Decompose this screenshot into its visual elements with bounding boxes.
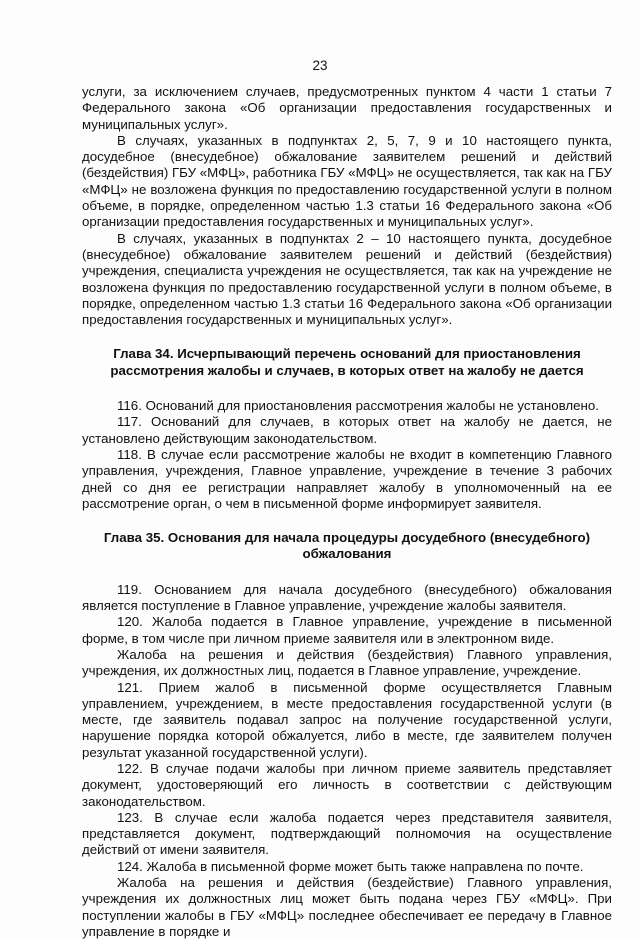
chapter-34-heading: [82, 346, 612, 379]
paragraph: 124. Жалоба в письменной форме может быть также направлена по почте.: [117, 858, 584, 874]
paragraph: 121. Прием жалоб в письменной форме осуществляется Главным управлением, учреждением, в месте предоставления государственной услуги (в месте, где заявитель подавал запрос на получение государственной услуги, нарушение порядка которой обжалуется, либо в месте, где заявителем получен результат указанной государственной услуги).: [82, 679, 612, 760]
chapter-heading-line: обжалования: [302, 546, 392, 562]
document-body: [82, 84, 612, 940]
paragraph: Жалоба на решения и действия (бездействия) Главного управления, учреждения, их должностных лиц, подается в Главное управление, учреждение.: [82, 646, 612, 679]
paragraph: 123. В случае если жалоба подается через представителя заявителя, представляется документ, подтверждающий полномочия на осуществление действий от имени заявителя.: [82, 809, 612, 858]
chapter-heading-line: рассмотрения жалобы и случаев, в которых ответ на жалобу не дается: [110, 362, 584, 378]
page-number: 23: [312, 58, 328, 73]
paragraph: В случаях, указанных в подпунктах 2, 5, 7, 9 и 10 настоящего пункта, досудебное (внесудебное) обжалование заявителем решений и действий (бездействия) ГБУ «МФЦ», работника ГБУ «МФЦ» не осуществляется, так как на ГБУ «МФЦ» не возложена функция по предоставлению государственной услуги в полном объеме, в порядке, определенном частью 1.3 статьи 16 Федерального закона «Об организации предоставления государственных и муниципальных услуг».: [82, 132, 612, 230]
paragraph: В случаях, указанных в подпунктах 2 – 10 настоящего пункта, досудебное (внесудебное) обжалование заявителем решений и действий (бездействия) учреждения, специалиста учреждения не осуществляется, так как на учреждение не возложена функция по предоставлению государственной услуги в полном объеме, в порядке, определенном частью 1.3 статьи 16 Федерального закона «Об организации предоставления государственных и муниципальных услуг».: [82, 230, 612, 328]
paragraph: 119. Основанием для начала досудебного (внесудебного) обжалования является поступление в Главное управление, учреждение жалобы заявителя.: [82, 581, 612, 614]
paragraph: 117. Оснований для случаев, в которых ответ на жалобу не дается, не установлено действующим законодательством.: [82, 414, 612, 446]
paragraph: услуги, за исключением случаев, предусмотренных пунктом 4 части 1 статьи 7 Федерального закона «Об организации предоставления государственных и муниципальных услуг».: [82, 84, 612, 132]
paragraph: 116. Оснований для приостановления рассмотрения жалобы не установлено.: [117, 398, 599, 414]
chapter-heading-line: Глава 35. Основания для начала процедуры досудебного (внесудебного): [103, 530, 591, 546]
paragraph: 120. Жалоба подается в Главное управление, учреждение в письменной форме, в том числе при личном приеме заявителя или в электронном виде.: [82, 614, 612, 646]
chapter-35-heading: [82, 530, 612, 563]
paragraph: 122. В случае подачи жалобы при личном приеме заявитель представляет документ, удостоверяющий его личность в соответствии с действующим законодательством.: [82, 760, 612, 809]
paragraph: Жалоба на решения и действия (бездействие) Главного управления, учреждения их должностных лиц может быть подана через ГБУ «МФЦ». При поступлении жалобы в ГБУ «МФЦ» последнее обеспечивает ее передачу в Главное управление в порядке и: [82, 875, 612, 939]
paragraph: 118. В случае если рассмотрение жалобы не входит в компетенцию Главного управления, учреждения, Главное управление, учреждение в течение 3 рабочих дней со дня ее регистрации направляет жалобу в уполномоченный на ее рассмотрение орган, о чем в письменной форме информирует заявителя.: [82, 446, 612, 511]
chapter-heading-line: Глава 34. Исчерпывающий перечень оснований для приостановления: [113, 346, 581, 362]
